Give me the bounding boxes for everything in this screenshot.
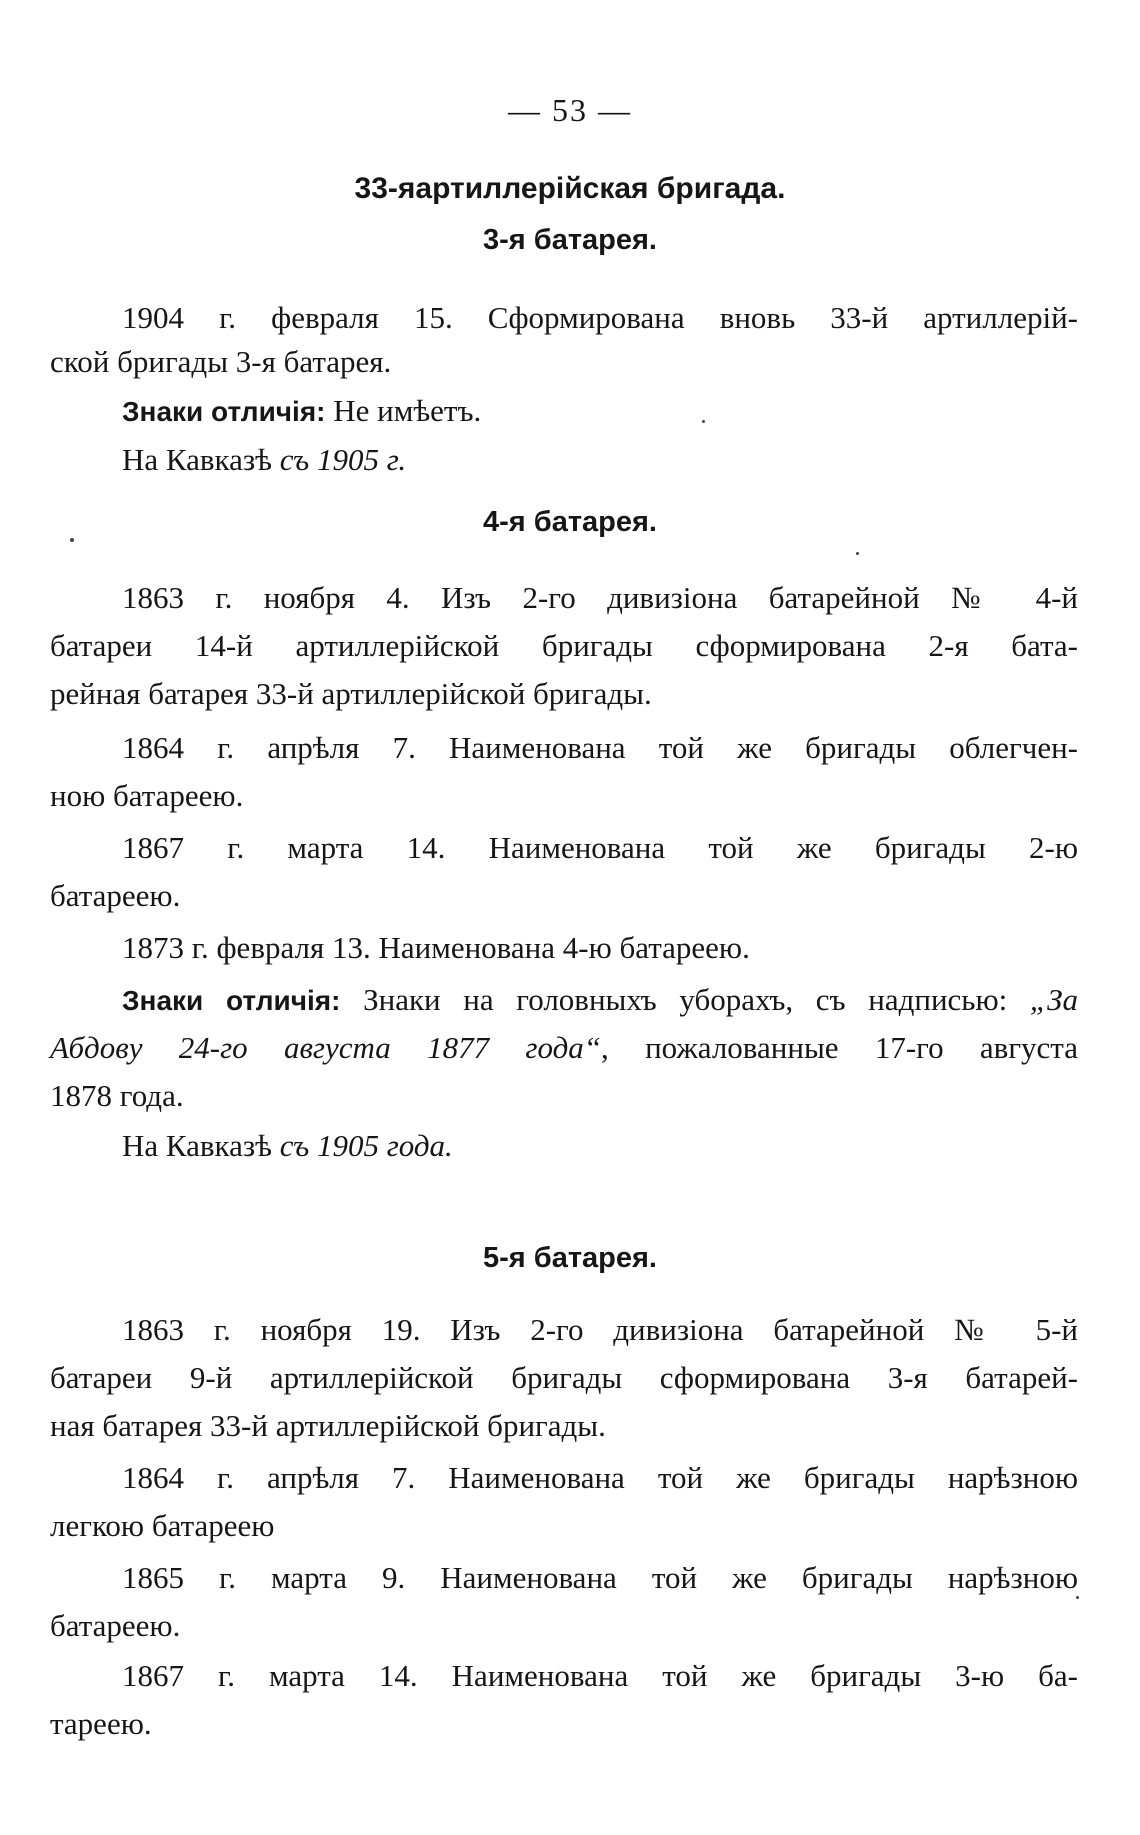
paragraph-line: рейная батарея 33-й артиллерійской бригады. — [50, 676, 652, 711]
paragraph-line: батареею. — [50, 878, 181, 913]
scan-speck — [856, 552, 859, 555]
section-heading-battery-3: 3-я батарея. — [483, 224, 657, 256]
paragraph-line: батареею. — [50, 1608, 181, 1643]
paragraph-line: 1863 г. ноября 19. Изъ 2-го дивизіона батарейной № 5-й — [122, 1312, 1078, 1347]
distinctions-line — [50, 1028, 1078, 1068]
paragraph-line: батареи 9-й артиллерійской бригады сформирована 3-я батарей- — [50, 1360, 1078, 1395]
caucasus-date: съ 1905 года. — [279, 1128, 453, 1163]
distinctions-label: Знаки отличія: — [122, 396, 326, 427]
paragraph-line: ною батареею. — [50, 778, 244, 813]
paragraph-line: 1863 г. ноября 4. Изъ 2-го дивизіона батарейной № 4-й — [122, 580, 1078, 615]
paragraph-line: батареи 14-й артиллерійской бригады сформирована 2-я бата- — [50, 628, 1078, 663]
inscription-quote: Абдову 24-го августа 1877 года“ — [50, 1030, 602, 1065]
distinctions-text: , пожалованные 17-го августа — [601, 1030, 1078, 1065]
paragraph-line: легкою батареею — [50, 1508, 275, 1543]
paragraph-line: 1864 г. апрѣля 7. Наименована той же бригады облегчен- — [122, 730, 1078, 765]
distinctions-label: Знаки отличія: — [122, 985, 341, 1016]
scan-speck — [70, 538, 74, 542]
page-number: — 53 — — [508, 92, 632, 128]
section-heading-battery-5: 5-я батарея. — [483, 1242, 657, 1274]
distinctions-line — [122, 391, 481, 431]
caucasus-line — [122, 1126, 453, 1166]
paragraph-line: 1904 г. февраля 15. Сформирована вновь 33-й артиллерій- — [122, 300, 1078, 335]
distinctions-line: 1878 года. — [50, 1078, 184, 1113]
paragraph-line: 1867 г. марта 14. Наименована той же бригады 2-ю — [122, 830, 1078, 865]
paragraph-line: ской бригады 3-я батарея. — [50, 344, 392, 379]
paragraph-line: 1864 г. апрѣля 7. Наименована той же бригады нарѣзною — [122, 1460, 1078, 1495]
caucasus-date: съ 1905 г. — [279, 442, 407, 477]
caucasus-text: На Кавказѣ — [122, 1128, 280, 1163]
caucasus-text: На Кавказѣ — [122, 442, 280, 477]
inscription-quote-start: „За — [1029, 982, 1078, 1017]
scan-speck — [1076, 1596, 1079, 1599]
paragraph-line: ная батарея 33-й артиллерійской бригады. — [50, 1408, 606, 1443]
brigade-title: 33-яартиллерійская бригада. — [354, 172, 786, 205]
distinctions-text: Не имѣетъ. — [325, 393, 482, 428]
distinctions-line — [122, 980, 1078, 1020]
caucasus-line — [122, 440, 406, 480]
paragraph-line: 1865 г. марта 9. Наименована той же бригады нарѣзною — [122, 1560, 1078, 1595]
scan-speck — [702, 420, 705, 423]
section-heading-battery-4: 4-я батарея. — [483, 506, 657, 538]
paragraph-line: тареею. — [50, 1706, 152, 1741]
paragraph-line: 1867 г. марта 14. Наименована той же бригады 3-ю ба- — [122, 1658, 1078, 1693]
distinctions-text: Знаки на головныхъ уборахъ, съ надписью: — [340, 982, 1030, 1017]
paragraph-line: 1873 г. февраля 13. Наименована 4-ю батареею. — [122, 930, 750, 965]
